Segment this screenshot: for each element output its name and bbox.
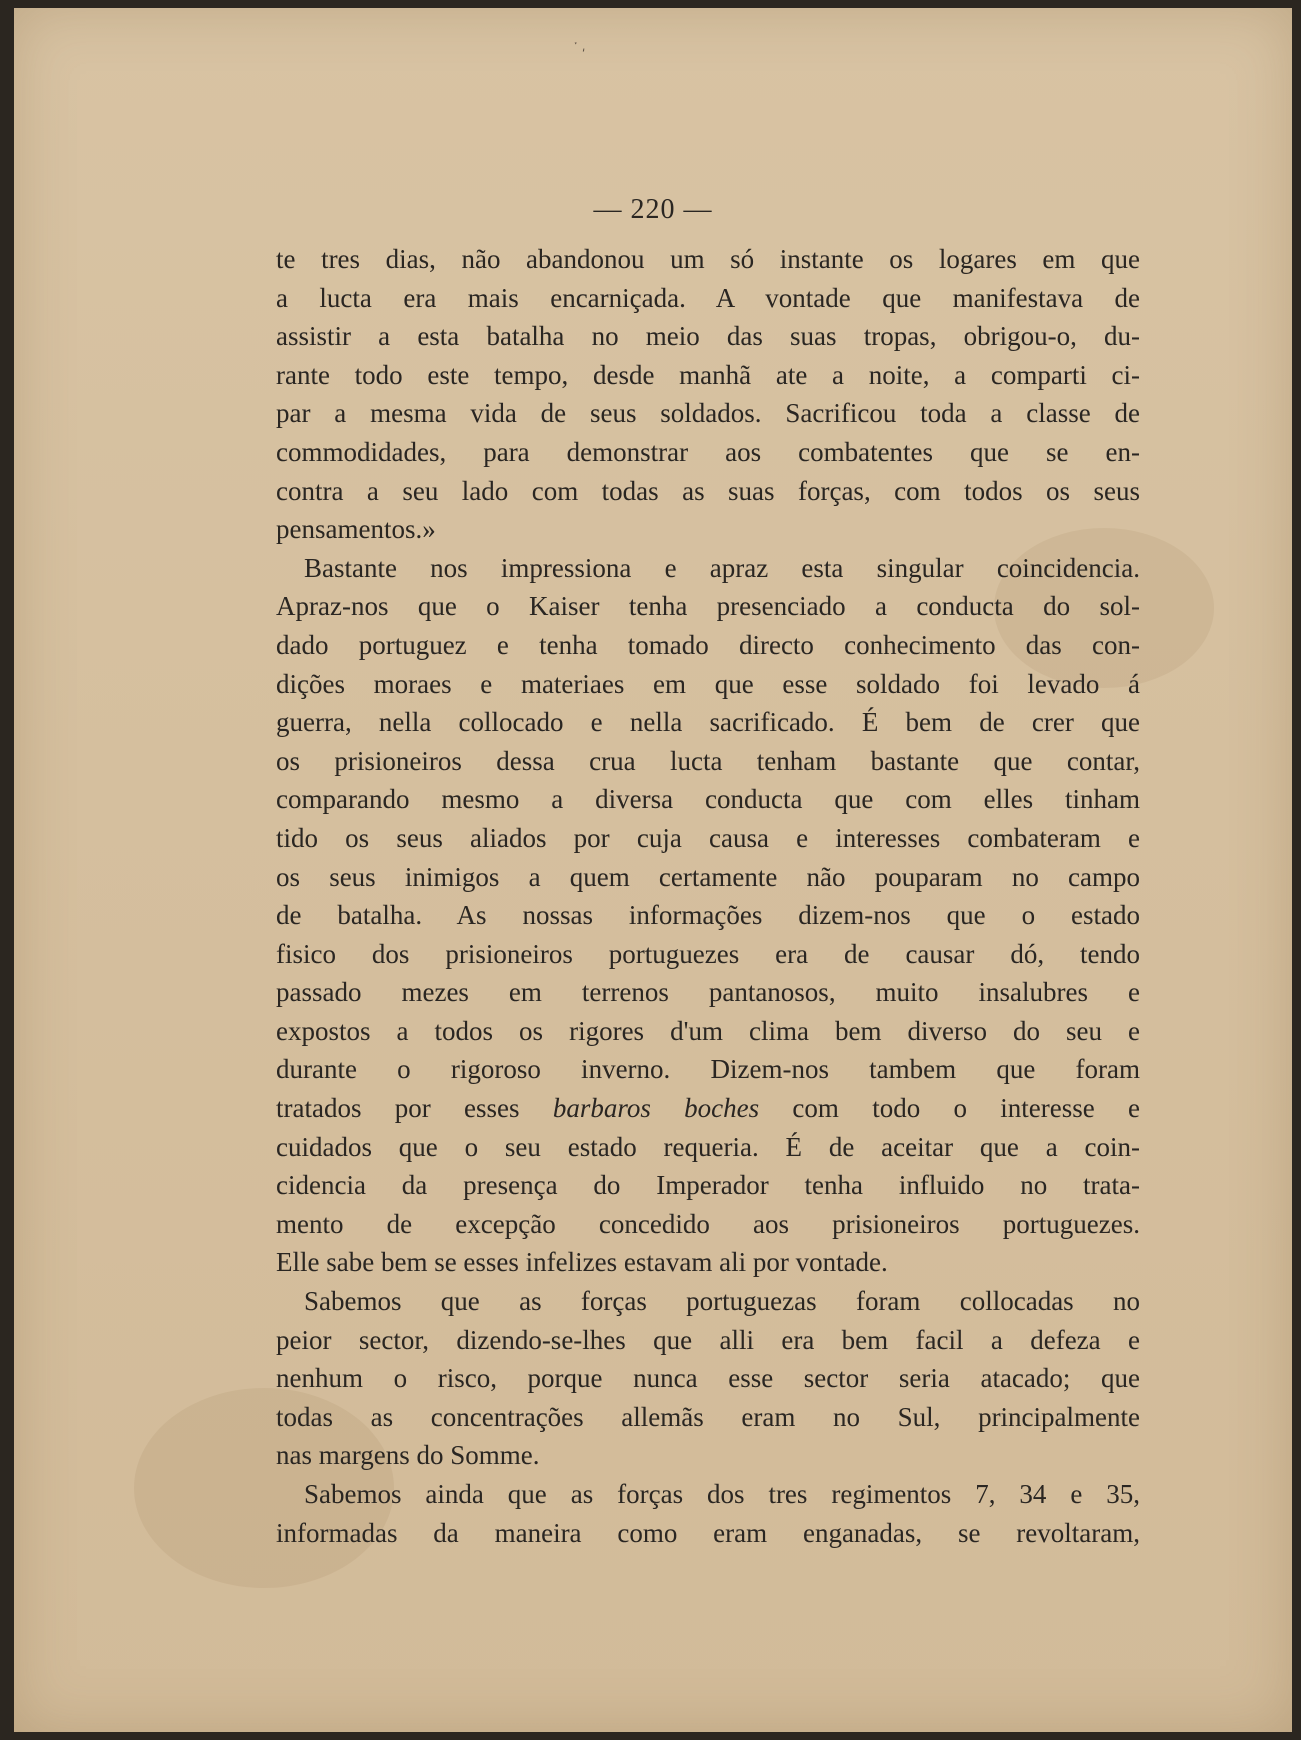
text-line: Sabemos ainda que as forças dos tres regimentos 7, 34 e 35, xyxy=(304,1479,1140,1509)
page-number: — 220 — xyxy=(593,194,713,225)
text-line: peior sector, dizendo-se-lhes que alli era bem facil a defeza e xyxy=(276,1324,1140,1355)
text-line: informadas da maneira como eram enganadas, se revoltaram, xyxy=(276,1517,1140,1548)
text-line: mento de excepção concedido aos prisioneiros portuguezes. xyxy=(276,1208,1140,1239)
text-line: cidencia da presença do Imperador tenha influido no trata- xyxy=(276,1170,1140,1201)
text-line: fisico dos prisioneiros portuguezes era de causar dó, tendo xyxy=(276,938,1140,969)
text-line: os seus inimigos a quem certamente não pouparam no campo xyxy=(276,861,1140,892)
text-line: passado mezes em terrenos pantanosos, muito insalubres e xyxy=(276,977,1140,1008)
text-segment: tratados por esses xyxy=(276,1093,520,1124)
text-line: todas as concentrações allemãs eram no Sul, principalmente xyxy=(276,1401,1140,1432)
text-line: Sabemos que as forças portuguezas foram collocadas no xyxy=(304,1286,1140,1317)
text-line: rante todo este tempo, desde manhã ate a noite, a comparti ci- xyxy=(276,359,1140,390)
text-line: a lucta era mais encarniçada. A vontade que manifestava de xyxy=(276,282,1140,313)
text-line: contra a seu lado com todas as suas forças, com todos os seus xyxy=(276,475,1140,506)
text-line: commodidades, para demonstrar aos combatentes que se en- xyxy=(276,436,1140,467)
text-line: de batalha. As nossas informações dizem-nos que o estado xyxy=(276,900,1140,931)
text-line: te tres dias, não abandonou um só instante os logares em que xyxy=(276,244,1140,274)
text-line: dições moraes e materiaes em que esse soldado foi levado á xyxy=(276,668,1140,699)
text-line: durante o rigoroso inverno. Dizem-nos tambem que foram xyxy=(276,1054,1140,1085)
text-line: par a mesma vida de seus soldados. Sacrificou toda a classe de xyxy=(276,398,1140,429)
italic-phrase: barbaros boches xyxy=(552,1093,760,1124)
text-line: guerra, nella collocado e nella sacrificado. É bem de crer que xyxy=(276,707,1140,738)
text-line: Elle sabe bem se esses infelizes estavam ali por vontade. xyxy=(276,1247,888,1278)
text-line: os prisioneiros dessa crua lucta tenham bastante que contar, xyxy=(276,745,1140,776)
body-text xyxy=(276,240,1140,1552)
text-line: dado portuguez e tenha tomado directo conhecimento das con- xyxy=(276,629,1140,660)
paper-page xyxy=(14,8,1292,1732)
text-line: Apraz-nos que o Kaiser tenha presenciado a conducta do sol- xyxy=(276,591,1140,622)
text-line: expostos a todos os rigores d'um clima bem diverso do seu e xyxy=(276,1015,1140,1046)
text-line: assistir a esta batalha no meio das suas tropas, obrigou-o, du- xyxy=(276,321,1140,352)
text-segment: com todo o interesse e xyxy=(792,1093,1141,1124)
text-line: comparando mesmo a diversa conducta que com elles tinham xyxy=(276,784,1140,815)
ink-speck: ˑ ͵ xyxy=(574,38,586,52)
text-line xyxy=(276,1089,1140,1128)
text-line: cuidados que o seu estado requeria. É de aceitar que a coin- xyxy=(276,1131,1140,1162)
text-line: pensamentos.» xyxy=(276,514,436,545)
text-line: Bastante nos impressiona e apraz esta singular coincidencia. xyxy=(304,552,1140,583)
text-line: tido os seus aliados por cuja causa e interesses combateram e xyxy=(276,822,1140,853)
text-line: nenhum o risco, porque nunca esse sector seria atacado; que xyxy=(276,1363,1140,1394)
text-line: nas margens do Somme. xyxy=(276,1440,540,1471)
